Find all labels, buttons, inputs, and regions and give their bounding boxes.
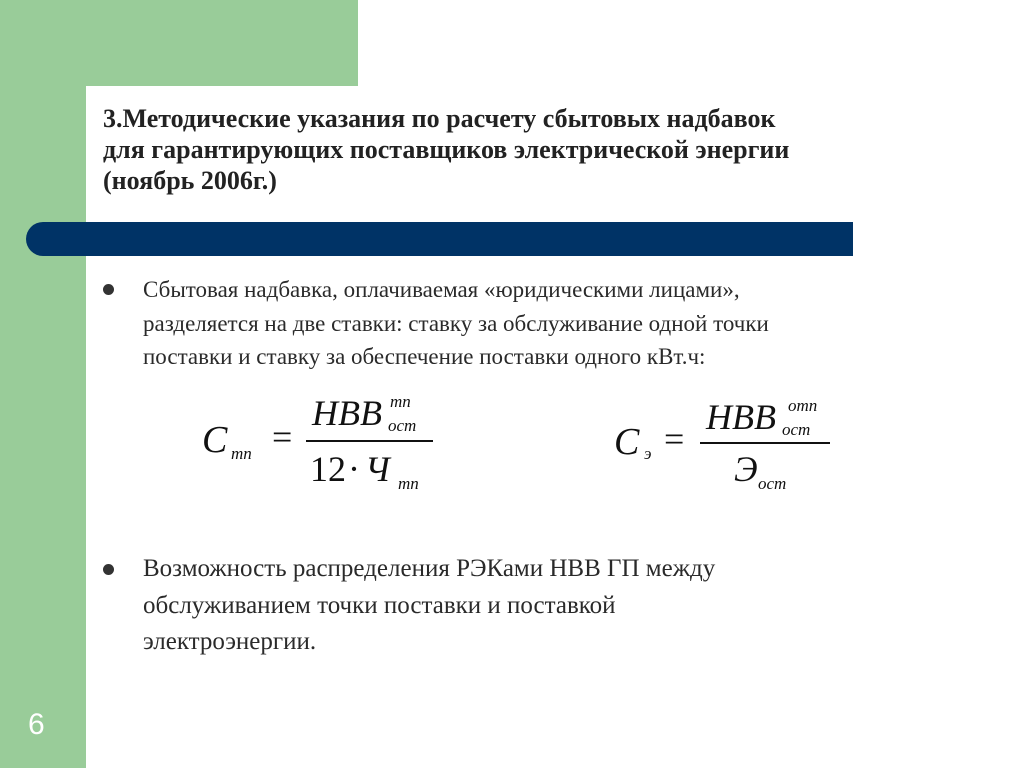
formula-left-num-sup: тп bbox=[390, 392, 411, 411]
formula-left-equals: = bbox=[272, 417, 293, 457]
formula-right-num-sub: ост bbox=[782, 420, 811, 439]
title-divider-bar bbox=[26, 222, 853, 256]
formula-left-den-dot: · bbox=[348, 449, 360, 489]
bullet-text: Сбытовая надбавка, оплачиваемая «юридическими лицами», разделяется на две ставки: ставку за обслуживание одной точки поставки и ставку за обеспечение поставки одного кВт.ч: bbox=[143, 277, 769, 369]
formula-right-lhs-sub: э bbox=[644, 444, 652, 463]
slide-title: 3.Методические указания по расчету сбытовых надбавок для гарантирующих поставщиков электрической энергии (ноябрь 2006г.) bbox=[103, 104, 790, 195]
formula-left-lhs-sub: тп bbox=[231, 444, 252, 463]
formula-right-num: НВВ bbox=[706, 397, 776, 437]
formula-left bbox=[200, 392, 440, 496]
formula-right-den-sub: ост bbox=[758, 474, 787, 493]
formula-left-den-sub: тп bbox=[398, 474, 419, 493]
formula-right-lhs: C bbox=[614, 421, 640, 463]
bullet-item bbox=[103, 273, 943, 374]
formula-left-den-const: 12 bbox=[310, 449, 346, 489]
formula-left-num-sub: ост bbox=[388, 416, 417, 435]
formula-left-lhs: C bbox=[202, 419, 228, 461]
bullet-item bbox=[103, 551, 923, 661]
formula-left-den: Ч bbox=[365, 449, 390, 489]
formula-left-fraction-line bbox=[306, 440, 433, 442]
formula-right-num-sup: отп bbox=[788, 396, 818, 415]
formula-right-equals: = bbox=[664, 419, 685, 459]
green-sidebar bbox=[0, 0, 86, 768]
slide-number: 6 bbox=[28, 708, 45, 741]
bullet-dot-icon bbox=[103, 284, 114, 295]
formula-right bbox=[612, 396, 842, 500]
formula-left-num: НВВ bbox=[312, 393, 382, 433]
bullet-dot-icon bbox=[103, 564, 114, 575]
formula-right-den: Э bbox=[734, 449, 758, 489]
formula-right-fraction-line bbox=[700, 442, 830, 444]
bullet-text: Возможность распределения РЭКами НВВ ГП между обслуживанием точки поставки и поставкой электроэнергии. bbox=[143, 555, 716, 655]
green-top-band bbox=[0, 0, 358, 86]
